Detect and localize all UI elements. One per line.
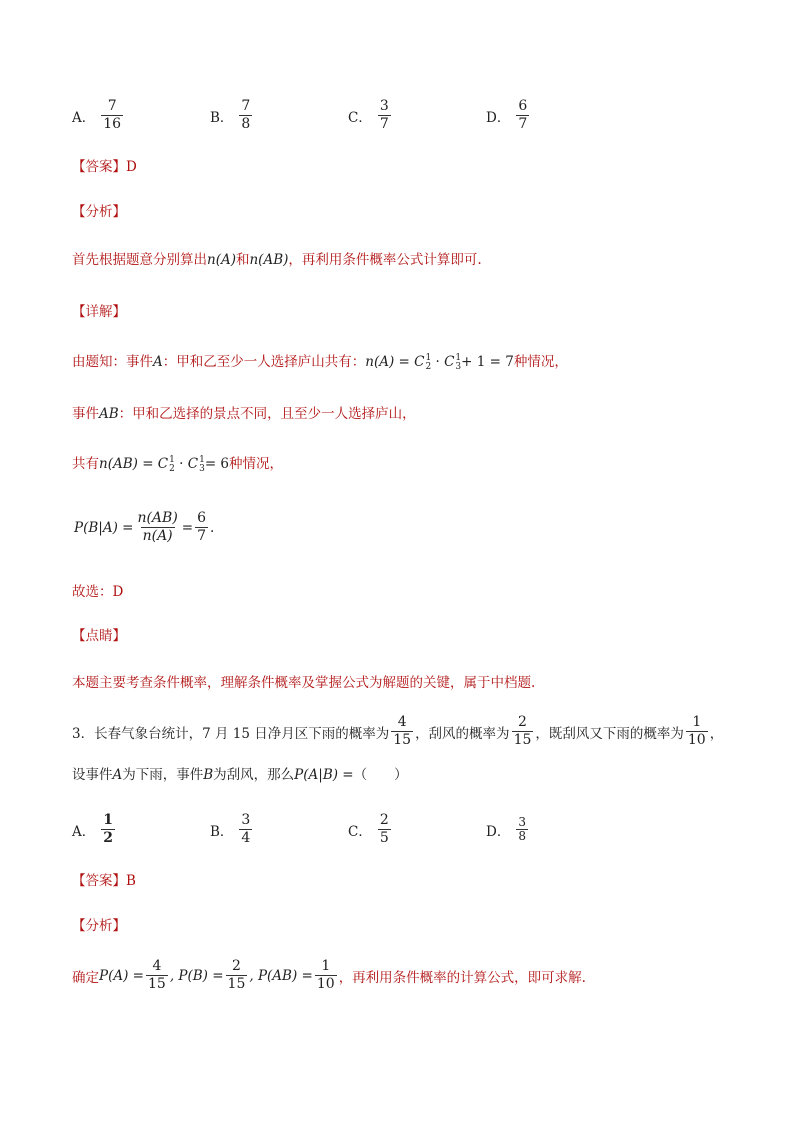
q2-analysis-label: 【分析】 bbox=[72, 204, 126, 220]
q3-option-b: B． $\frac{3}{4}$ bbox=[210, 812, 251, 846]
q3-answer: 【答案】B bbox=[72, 873, 136, 889]
option-numerator: 7 bbox=[241, 98, 251, 114]
q2-formula: P(B|A) = $\frac{n(AB)}{n(A)}$ = $\frac{6}{7}$ . bbox=[74, 510, 215, 544]
q2-detail-line-1: 由题知：事件A：甲和乙至少一人选择庐山共有：n(A) = C 1 2 · C 1 3 + 1 = 7种情况， bbox=[72, 352, 568, 372]
option-denominator: 7 bbox=[379, 116, 389, 132]
q3-option-a: A． $\frac{1}{2}$ bbox=[72, 812, 113, 846]
option-numerator: 7 bbox=[107, 98, 117, 114]
q3-option-d: D． $\frac{3}{8}$ bbox=[486, 815, 526, 843]
q3-analysis-label: 【分析】 bbox=[72, 918, 126, 934]
q2-detail-line-2: 事件AB：甲和乙选择的景点不同，且至少一人选择庐山， bbox=[72, 406, 416, 422]
q2-option-a bbox=[72, 98, 125, 133]
option-label: A． bbox=[72, 109, 96, 126]
q2-option-c bbox=[348, 98, 393, 133]
q2-choose: 故选：D bbox=[72, 584, 124, 600]
option-label: D． bbox=[486, 109, 511, 126]
option-label: C． bbox=[348, 109, 372, 126]
q2-detail-line-3: 共有n(AB) = C 1 2 · C 1 3 = 6种情况， bbox=[72, 454, 284, 474]
q2-comment-text: 本题主要考查条件概率，理解条件概率及掌握公式为解题的关键，属于中档题. bbox=[72, 675, 536, 691]
q2-option-b bbox=[210, 98, 254, 133]
option-numerator: 3 bbox=[379, 98, 389, 114]
option-label: B． bbox=[210, 109, 234, 126]
q3-stem-line-2: 设事件A为下雨，事件B为刮风，那么P(A|B) =（ ） bbox=[72, 767, 408, 783]
option-denominator: 16 bbox=[103, 116, 122, 132]
option-denominator: 7 bbox=[518, 116, 528, 132]
option-denominator: 8 bbox=[241, 116, 251, 132]
q3-stem-line-1: 3．长春气象台统计，7 月 15 日净月区下雨的概率为 $\frac{4}{15}$ ，刮风的概率为 $\frac{2}{15}$ ，既刮风又下雨的概率为 $\frac{1}{10}$ ， bbox=[72, 714, 724, 748]
q3-analysis-text: 确定 P(A) = $\frac{4}{15}$ , P(B) = $\frac{2}{15}$ , P(AB) = $\frac{1}{10}$ ，再利用条件概率的计算公式，即可求解. bbox=[72, 958, 586, 992]
q2-detail-label: 【详解】 bbox=[72, 304, 126, 320]
q2-analysis-text: 首先根据题意分别算出n(A)和n(AB)，再利用条件概率公式计算即可. bbox=[72, 252, 482, 268]
option-numerator: 6 bbox=[518, 98, 528, 114]
q2-answer: 【答案】D bbox=[72, 159, 137, 175]
q3-option-c: C． $\frac{2}{5}$ bbox=[348, 812, 389, 846]
q2-option-d bbox=[486, 98, 531, 133]
q2-comment-label: 【点睛】 bbox=[72, 628, 126, 644]
